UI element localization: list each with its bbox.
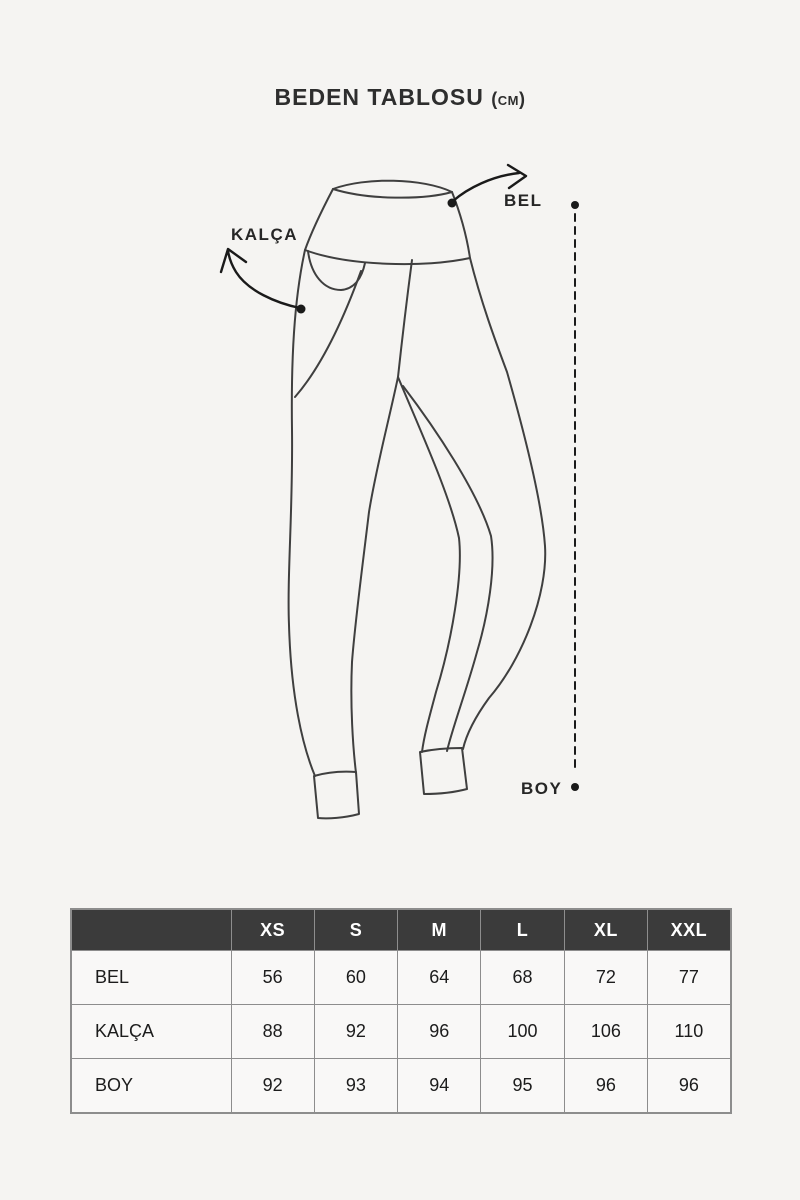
measurement-value-cell: 94 [398, 1059, 481, 1114]
measurement-value-cell: 64 [398, 951, 481, 1005]
size-table-row [71, 1005, 731, 1059]
hip-label: KALÇA [231, 225, 298, 244]
size-table-row [71, 951, 731, 1005]
right-outline [452, 192, 545, 749]
measurement-value-cell: 106 [564, 1005, 647, 1059]
size-column-header: M [398, 909, 481, 951]
hip-arrowhead [221, 249, 246, 272]
waistband-opening-bottom-rim [333, 189, 452, 198]
hip-point-dot [297, 305, 306, 314]
left-outline [289, 189, 333, 776]
measurement-value-cell: 92 [231, 1059, 314, 1114]
pocket-bag-seam [295, 271, 361, 397]
back-leg-inner-edge [398, 377, 460, 752]
front-rise-seam [398, 260, 412, 377]
size-column-header: XL [564, 909, 647, 951]
measurement-value-cell: 96 [647, 1059, 730, 1114]
hip-arrow [228, 251, 300, 308]
size-column-header: XXL [647, 909, 730, 951]
waistband-seam [305, 250, 470, 264]
pocket-opening [308, 251, 365, 290]
measurement-value-cell: 60 [314, 951, 397, 1005]
back-cuff [420, 748, 467, 794]
page-title-unit: (cm) [491, 89, 526, 109]
waist-arrowhead [508, 165, 526, 188]
measurement-value-cell: 56 [231, 951, 314, 1005]
front-leg-inner-edge [351, 377, 398, 773]
size-table-corner-cell [71, 909, 231, 951]
front-cuff [314, 772, 359, 819]
measurement-value-cell: 95 [481, 1059, 564, 1114]
measurement-value-cell: 110 [647, 1005, 730, 1059]
height-bottom-dot [571, 783, 579, 791]
measurement-value-cell: 88 [231, 1005, 314, 1059]
page-title-text: BEDEN TABLOSU [274, 84, 484, 110]
measurement-value-cell: 96 [564, 1059, 647, 1114]
page-title [0, 84, 800, 111]
measurement-value-cell: 100 [481, 1005, 564, 1059]
measurement-value-cell: 96 [398, 1005, 481, 1059]
size-column-header: XS [231, 909, 314, 951]
size-table-header-row [71, 909, 731, 951]
measurement-value-cell: 72 [564, 951, 647, 1005]
measurement-value-cell: 92 [314, 1005, 397, 1059]
height-label: BOY [521, 779, 563, 798]
size-table [70, 908, 732, 1114]
height-top-dot [571, 201, 579, 209]
size-column-header: L [481, 909, 564, 951]
back-leg-seam [403, 386, 493, 751]
size-table-row [71, 1059, 731, 1114]
waist-point-dot [448, 199, 457, 208]
waist-label: BEL [504, 191, 543, 210]
measurement-label-cell: BEL [71, 951, 231, 1005]
size-column-header: S [314, 909, 397, 951]
measurement-value-cell: 68 [481, 951, 564, 1005]
measurement-label-cell: BOY [71, 1059, 231, 1114]
measurement-value-cell: 93 [314, 1059, 397, 1114]
measurement-label-cell: KALÇA [71, 1005, 231, 1059]
waistband-opening-top-rim [333, 181, 452, 192]
measurement-value-cell: 77 [647, 951, 730, 1005]
